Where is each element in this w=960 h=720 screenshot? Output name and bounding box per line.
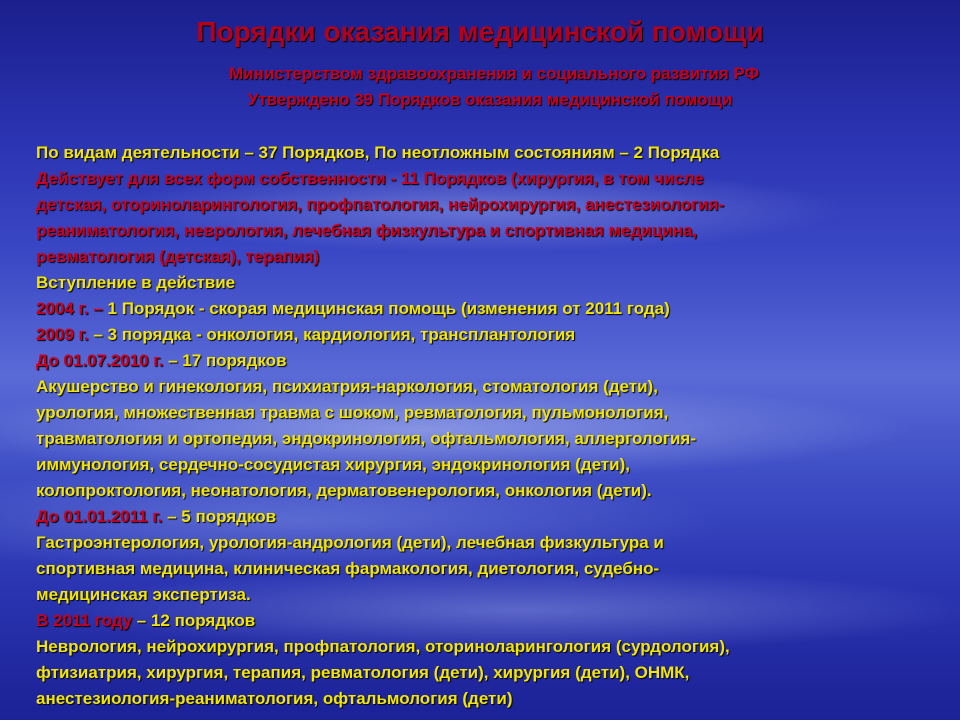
slide-subtitle-ministry: Министерством здравоохранения и социального развития РФ [228, 64, 760, 83]
body-line [36, 244, 936, 270]
body-line [36, 634, 936, 660]
body-line [36, 556, 936, 582]
body-line [36, 582, 936, 608]
body-line [36, 374, 936, 400]
body-line-segment: Гастроэнтерология, урология-андрология (дети), лечебная физкультура и [36, 533, 664, 552]
body-line-segment: травматология и ортопедия, эндокринология, офтальмология, аллергология- [36, 429, 696, 448]
body-line-segment: По видам деятельности – 37 Порядков, По неотложным состояниям – 2 Порядка [36, 143, 720, 162]
body-line-segment: колопроктология, неонатология, дерматовенерология, онкология (дети). [36, 481, 652, 500]
body-line-segment: ревматология (детская), терапия) [36, 247, 320, 266]
body-line-segment: иммунология, сердечно-сосудистая хирургия, эндокринология (дети), [36, 455, 630, 474]
body-line [36, 452, 936, 478]
body-line-segment: детская, оториноларингология, профпатология, нейрохирургия, анестезиология- [36, 195, 725, 214]
body-line [36, 608, 936, 634]
body-line-segment: анестезиология-реаниматология, офтальмология (дети) [36, 689, 513, 708]
body-line-segment: 2004 г. – [36, 299, 108, 318]
body-line [36, 166, 936, 192]
body-line-segment: – 12 порядков [136, 611, 256, 630]
body-line-segment: – 3 порядка - онкология, кардиология, трансплантология [93, 325, 576, 344]
slide-title: Порядки оказания медицинской помощи [196, 16, 764, 47]
body-line [36, 530, 936, 556]
body-line-segment: спортивная медицина, клиническая фармакология, диетология, судебно- [36, 559, 660, 578]
body-line [36, 504, 936, 530]
body-line-segment: 1 Порядок - скорая медицинская помощь (изменения от 2011 года) [107, 299, 670, 318]
body-line [36, 322, 936, 348]
body-line-segment: Вступление в действие [36, 273, 236, 292]
body-line-segment: реаниматология, неврология, лечебная физкультура и спортивная медицина, [36, 221, 698, 240]
body-line [36, 270, 936, 296]
slide-body-text [36, 140, 936, 712]
body-line [36, 348, 936, 374]
body-line-segment: – 17 порядков [168, 351, 287, 370]
body-line [36, 140, 936, 166]
body-line [36, 660, 936, 686]
body-line-segment: фтизиатрия, хирургия, терапия, ревматология (дети), хирургия (дети), ОНМК, [36, 663, 690, 682]
body-line-segment: В 2011 году [36, 611, 137, 630]
body-line [36, 192, 936, 218]
body-line [36, 478, 936, 504]
body-line-segment: медицинская экспертиза. [36, 585, 251, 604]
body-line [36, 296, 936, 322]
body-line-segment: Неврология, нейрохирургия, профпатология, оториноларингология (сурдология), [36, 637, 730, 656]
body-line-segment: Акушерство и гинекология, психиатрия-наркология, стоматология (дети), [36, 377, 658, 396]
body-line-segment: До 01.07.2010 г. [36, 351, 169, 370]
body-line-segment: – 5 порядков [167, 507, 277, 526]
body-line [36, 218, 936, 244]
body-line-segment: урология, множественная травма с шоком, ревматология, пульмонология, [36, 403, 669, 422]
body-line-segment: До 01.01.2011 г. [36, 507, 168, 526]
body-line [36, 686, 936, 712]
body-line-segment: 2009 г. [36, 325, 94, 344]
slide-subtitle-approved: Утверждено 39 Порядков оказания медицинской помощи [247, 90, 733, 109]
body-line [36, 400, 936, 426]
body-line-segment: Действует для всех форм собственности - 11 Порядков (хирургия, в том числе [36, 169, 704, 188]
body-line [36, 426, 936, 452]
